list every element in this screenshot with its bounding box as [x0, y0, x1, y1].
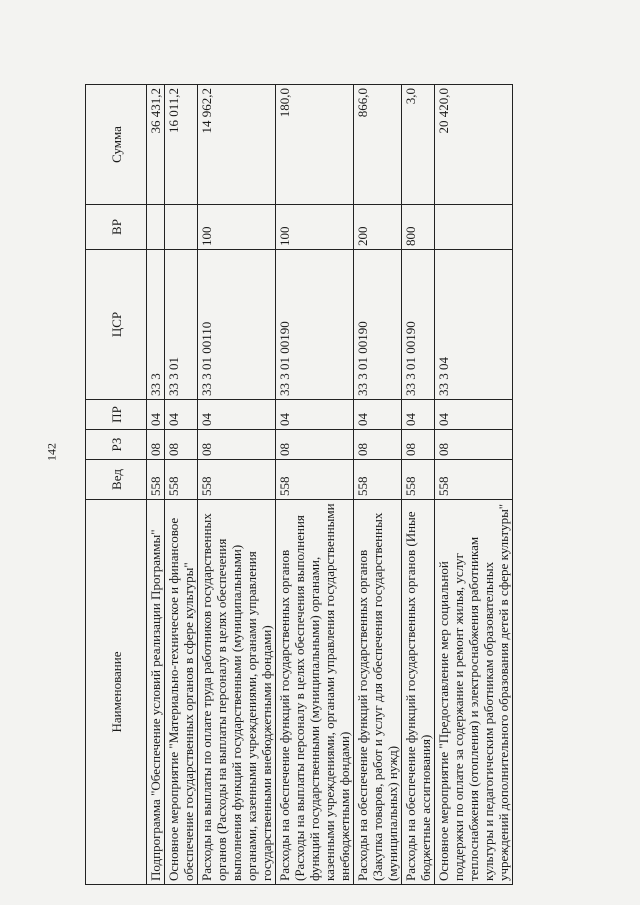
cell-csr: 33 3 01 00190 — [276, 250, 354, 400]
cell-rz: 08 — [354, 430, 402, 460]
cell-pr: 04 — [147, 400, 165, 430]
cell-name: Расходы на выплаты по оплате труда работников государственных органов (Расходы на выплаты персоналу в целях обеспечения выполнения функций государственными (муниципальными) органами, казенными учреждениями, органами управления государственными внебюджетными фондами) — [198, 500, 276, 885]
table-row — [276, 85, 354, 885]
cell-name: Подпрограмма "Обеспечение условий реализации Программы" — [147, 500, 165, 885]
cell-sum: 866,0 — [354, 85, 402, 205]
cell-name: Расходы на обеспечение функций государственных органов (Закупка товаров, работ и услуг для обеспечения государственных (муниципальных) нужд) — [354, 500, 402, 885]
cell-sum: 180,0 — [276, 85, 354, 205]
cell-sum: 36 431,2 — [147, 85, 165, 205]
cell-pr: 04 — [435, 400, 513, 430]
cell-vr: 100 — [276, 205, 354, 250]
cell-rz: 08 — [198, 430, 276, 460]
page-number: 142 — [44, 443, 59, 461]
cell-csr: 33 3 01 00190 — [402, 250, 435, 400]
cell-vr — [147, 205, 165, 250]
budget-table — [85, 84, 513, 885]
table-row — [198, 85, 276, 885]
cell-name: Основное мероприятие "Материально-техническое и финансовое обеспечение государственных органов в сфере культуры" — [165, 500, 198, 885]
cell-vr — [165, 205, 198, 250]
cell-csr: 33 3 04 — [435, 250, 513, 400]
header-rz: РЗ — [86, 430, 147, 460]
cell-name: Расходы на обеспечение функций государственных органов (Расходы на выплаты персоналу в целях обеспечения выполнения функций государственными (муниципальными) органами, казенными учреждениями, органами управления государственными внебюджетными фондами) — [276, 500, 354, 885]
cell-ved: 558 — [354, 460, 402, 500]
cell-vr: 800 — [402, 205, 435, 250]
cell-rz: 08 — [276, 430, 354, 460]
cell-sum: 3,0 — [402, 85, 435, 205]
header-pr: ПР — [86, 400, 147, 430]
budget-table-container — [85, 85, 585, 885]
header-csr: ЦСР — [86, 250, 147, 400]
header-sum: Сумма — [86, 85, 147, 205]
cell-ved: 558 — [276, 460, 354, 500]
cell-name: Расходы на обеспечение функций государственных органов (Иные бюджетные ассигнования) — [402, 500, 435, 885]
cell-rz: 08 — [165, 430, 198, 460]
cell-ved: 558 — [198, 460, 276, 500]
cell-vr: 200 — [354, 205, 402, 250]
cell-csr: 33 3 — [147, 250, 165, 400]
header-vr: ВР — [86, 205, 147, 250]
cell-pr: 04 — [165, 400, 198, 430]
table-row — [402, 85, 435, 885]
cell-pr: 04 — [354, 400, 402, 430]
cell-name: Основное мероприятие "Предоставление мер социальной поддержки по оплате за содержание и ремонт жилья, услуг теплоснабжения (отопления) и электроснабжения работникам культуры и педагогическим работникам образовательных учреждений дополнительного образования детей в сфере культуры" — [435, 500, 513, 885]
table-row — [165, 85, 198, 885]
cell-pr: 04 — [198, 400, 276, 430]
cell-rz: 08 — [435, 430, 513, 460]
cell-sum: 16 011,2 — [165, 85, 198, 205]
cell-ved: 558 — [147, 460, 165, 500]
table-row — [147, 85, 165, 885]
cell-rz: 08 — [147, 430, 165, 460]
cell-vr: 100 — [198, 205, 276, 250]
cell-rz: 08 — [402, 430, 435, 460]
header-ved: Вед — [86, 460, 147, 500]
cell-ved: 558 — [165, 460, 198, 500]
cell-sum: 20 420,0 — [435, 85, 513, 205]
table-header-row — [86, 85, 147, 885]
cell-csr: 33 3 01 00190 — [354, 250, 402, 400]
cell-csr: 33 3 01 00110 — [198, 250, 276, 400]
cell-ved: 558 — [435, 460, 513, 500]
cell-pr: 04 — [402, 400, 435, 430]
cell-pr: 04 — [276, 400, 354, 430]
cell-vr — [435, 205, 513, 250]
header-name: Наименование — [86, 500, 147, 885]
cell-ved: 558 — [402, 460, 435, 500]
table-row — [354, 85, 402, 885]
cell-csr: 33 3 01 — [165, 250, 198, 400]
cell-sum: 14 962,2 — [198, 85, 276, 205]
table-row — [435, 85, 513, 885]
